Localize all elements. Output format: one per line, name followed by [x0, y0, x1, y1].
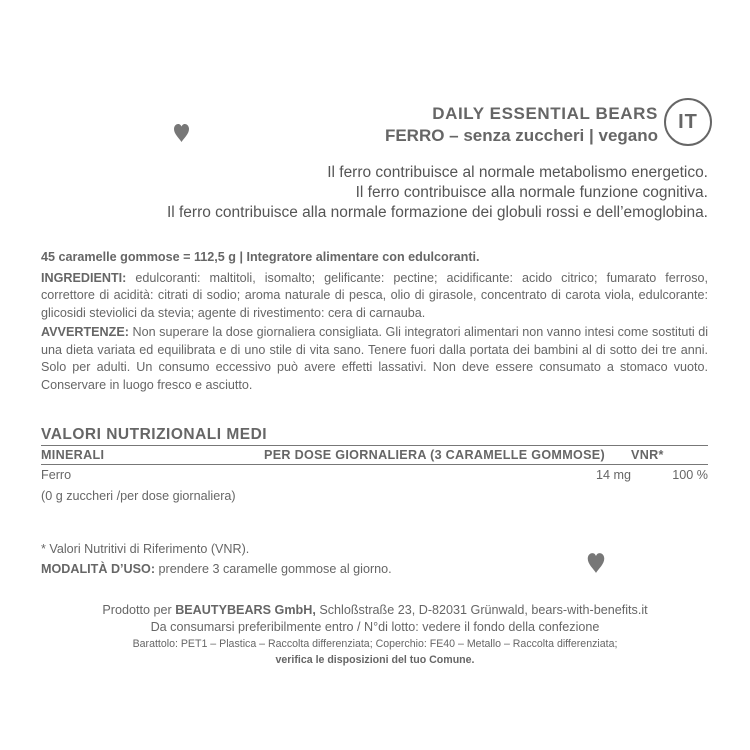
vnr-note: * Valori Nutritivi di Riferimento (VNR). [41, 542, 250, 556]
health-claims [167, 163, 708, 223]
product-header [385, 103, 658, 147]
col-vnr: VNR* [631, 446, 708, 465]
ingredients-label: INGREDIENTI: [41, 270, 127, 285]
claim-line: Il ferro contribuisce al normale metabolismo energetico. [327, 164, 708, 181]
producer-prefix: Prodotto per [102, 603, 176, 617]
nutrition-table [41, 445, 708, 506]
expiry-line: Da consumarsi preferibilmente entro / N°di lotto: vedere il fondo della confezione [150, 620, 600, 634]
claim-line: Il ferro contribuisce alla normale funzione cognitiva. [355, 184, 708, 201]
usage-label: MODALITÀ D’USO: [41, 562, 156, 576]
packaging-line: Barattolo: PET1 – Plastica – Raccolta differenziata; Coperchio: FE40 – Metallo – Raccolta differenziata; [132, 638, 618, 650]
mineral-vnr: 100 % [672, 468, 708, 482]
producer-company: BEAUTYBEARS GmbH, [175, 603, 316, 617]
product-name: DAILY ESSENTIAL BEARS [432, 104, 658, 123]
usage-text: prendere 3 caramelle gommose al giorno. [155, 562, 392, 576]
product-variant: FERRO – senza zuccheri | vegano [384, 126, 658, 145]
sugar-note: (0 g zuccheri /per dose giornaliera) [41, 489, 236, 503]
col-dose: PER DOSE GIORNALIERA (3 CARAMELLE GOMMOSE) [264, 446, 631, 465]
producer-info [0, 602, 750, 636]
footnote [41, 539, 392, 579]
col-minerals: MINERALI [41, 446, 264, 465]
claim-line: Il ferro contribuisce alla normale formazione dei globuli rossi e dell’emoglobina. [166, 204, 708, 221]
producer-line [0, 602, 750, 619]
serving-info: 45 caramelle gommose = 112,5 g | Integratore alimentare con edulcoranti. [41, 250, 480, 264]
table-row [41, 465, 708, 486]
usage [41, 559, 392, 579]
mineral-amount: 14 mg [595, 468, 631, 482]
ingredients-text: edulcoranti: maltitoli, isomalto; gelificante: pectine; acidificante: acido citrico; fumarato ferroso, correttore di acidità: citrati di sodio; aroma naturale di pesca, olio di girasole, concentrato di carota viola, edulcorante: glicosidi steviolici da stevia; agente di rivestimento: cera di carnauba. [41, 270, 708, 320]
heart-icon [586, 552, 606, 574]
warnings [41, 324, 708, 394]
warnings-label: AVVERTENZE: [41, 325, 129, 339]
packaging-info [0, 636, 750, 668]
table-row [41, 485, 708, 506]
heart-icon [173, 123, 190, 143]
language-badge: IT [664, 98, 712, 146]
producer-address: Schloßstraße 23, D-82031 Grünwald, bears-with-benefits.it [315, 603, 648, 617]
ingredients [41, 270, 708, 323]
table-header [41, 446, 708, 465]
mineral-name: Ferro [41, 468, 72, 482]
packaging-note [0, 652, 750, 668]
warnings-text: Non superare la dose giornaliera consigliata. Gli integratori alimentari non vanno intesi come sostituti di una dieta variata ed equilibrata e di uno stile di vita sano. Tenere fuori dalla portata dei bambini al di sotto dei tre anni. Solo per adulti. Un consumo eccessivo può avere effetti lassativi. Non deve essere consumato a stomaco vuoto. Conservare in luogo fresco e asciutto. [41, 325, 708, 392]
product-info [41, 249, 708, 396]
packaging-note-text: verifica le disposizioni del tuo Comune. [275, 654, 475, 666]
nutrition-title: VALORI NUTRIZIONALI MEDI [41, 426, 268, 443]
